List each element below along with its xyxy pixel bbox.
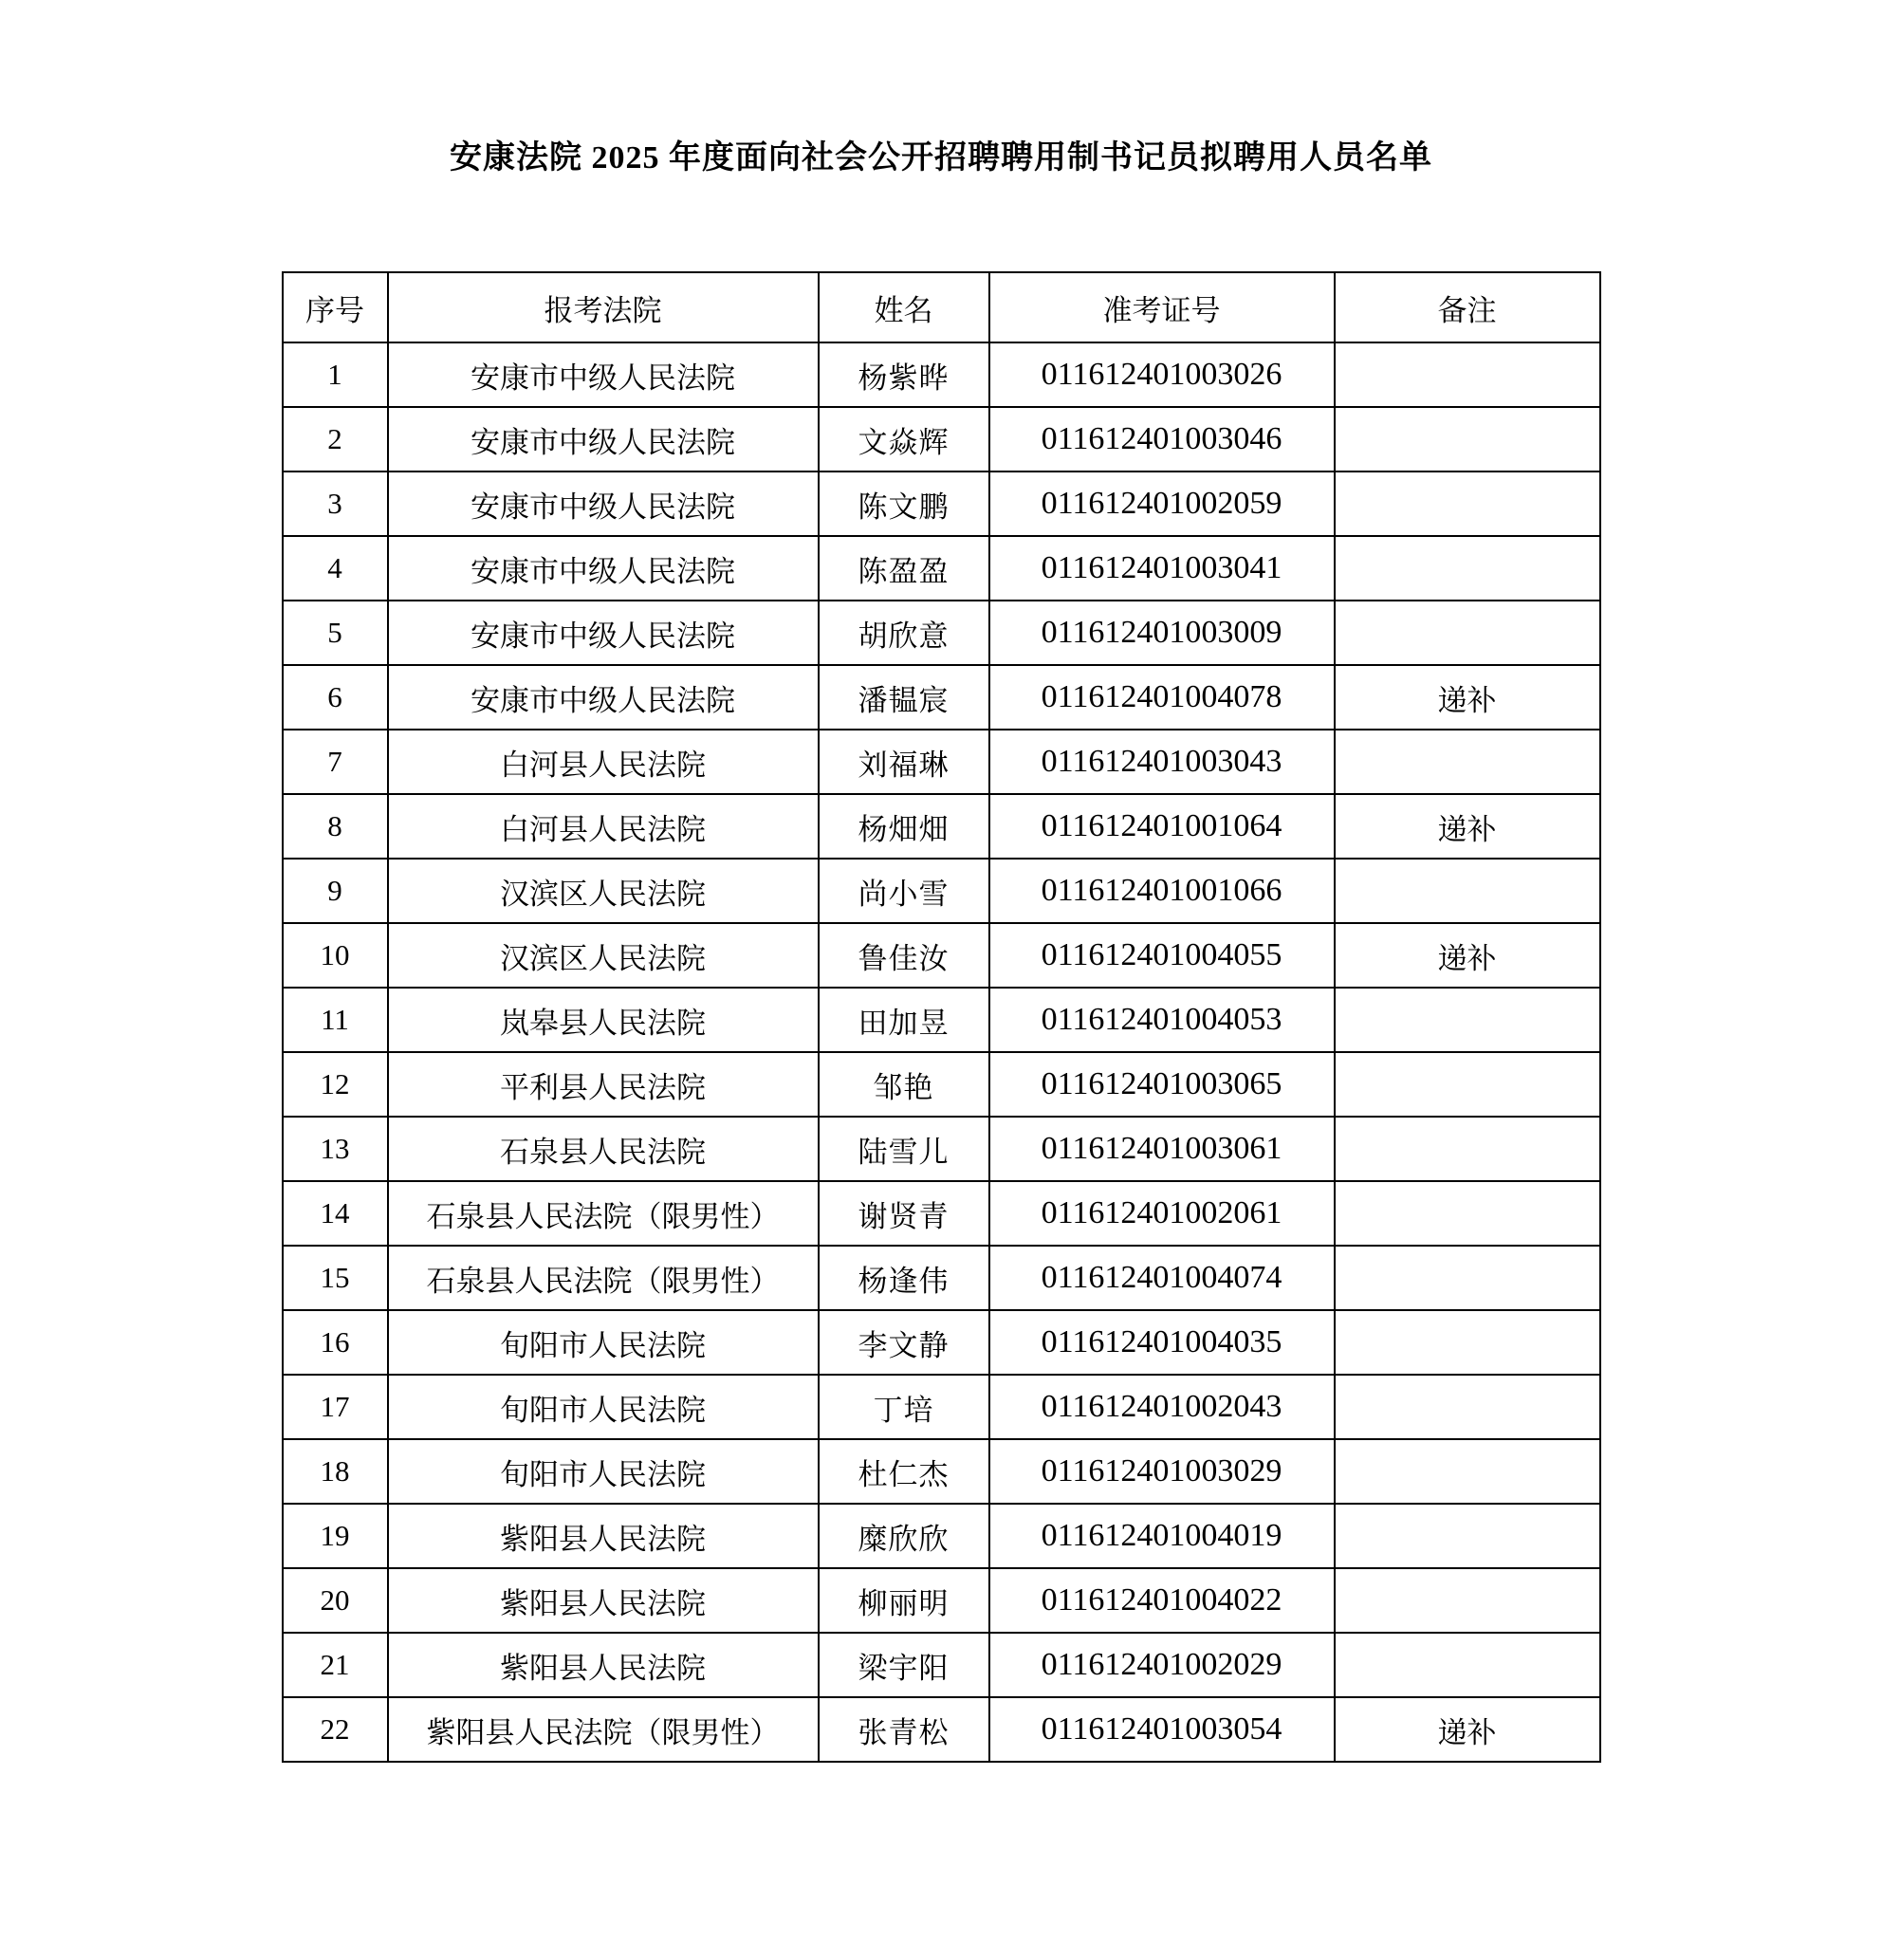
cell-ticket: 011612401004078 xyxy=(989,665,1335,730)
table-row xyxy=(283,601,1600,665)
table-row xyxy=(283,536,1600,601)
table-row xyxy=(283,794,1600,859)
cell-seq: 17 xyxy=(283,1375,388,1439)
cell-remark: 递补 xyxy=(1335,1697,1600,1762)
cell-seq: 8 xyxy=(283,794,388,859)
cell-name: 糜欣欣 xyxy=(819,1504,989,1568)
cell-court: 汉滨区人民法院 xyxy=(388,859,819,923)
cell-remark xyxy=(1335,342,1600,407)
cell-remark xyxy=(1335,988,1600,1052)
cell-ticket: 011612401003041 xyxy=(989,536,1335,601)
cell-remark: 递补 xyxy=(1335,794,1600,859)
table-row xyxy=(283,923,1600,988)
cell-remark xyxy=(1335,1246,1600,1310)
cell-seq: 13 xyxy=(283,1117,388,1181)
cell-name: 胡欣意 xyxy=(819,601,989,665)
cell-seq: 18 xyxy=(283,1439,388,1504)
cell-seq: 11 xyxy=(283,988,388,1052)
table-row xyxy=(283,730,1600,794)
cell-court: 白河县人民法院 xyxy=(388,730,819,794)
cell-court: 安康市中级人民法院 xyxy=(388,601,819,665)
cell-seq: 6 xyxy=(283,665,388,730)
cell-remark xyxy=(1335,407,1600,472)
cell-court: 旬阳市人民法院 xyxy=(388,1439,819,1504)
cell-name: 杨逢伟 xyxy=(819,1246,989,1310)
cell-court: 安康市中级人民法院 xyxy=(388,407,819,472)
cell-ticket: 011612401003065 xyxy=(989,1052,1335,1117)
table-header xyxy=(283,272,1600,342)
cell-remark: 递补 xyxy=(1335,923,1600,988)
cell-ticket: 011612401001066 xyxy=(989,859,1335,923)
cell-ticket: 011612401004055 xyxy=(989,923,1335,988)
cell-remark xyxy=(1335,1633,1600,1697)
table-row xyxy=(283,1117,1600,1181)
cell-ticket: 011612401003029 xyxy=(989,1439,1335,1504)
cell-name: 尚小雪 xyxy=(819,859,989,923)
cell-name: 杨畑畑 xyxy=(819,794,989,859)
cell-seq: 2 xyxy=(283,407,388,472)
table-row xyxy=(283,1375,1600,1439)
cell-remark xyxy=(1335,730,1600,794)
cell-ticket: 011612401001064 xyxy=(989,794,1335,859)
cell-seq: 4 xyxy=(283,536,388,601)
cell-seq: 16 xyxy=(283,1310,388,1375)
cell-seq: 19 xyxy=(283,1504,388,1568)
cell-ticket: 011612401003054 xyxy=(989,1697,1335,1762)
cell-ticket: 011612401003061 xyxy=(989,1117,1335,1181)
cell-court: 旬阳市人民法院 xyxy=(388,1310,819,1375)
cell-seq: 22 xyxy=(283,1697,388,1762)
table-body xyxy=(283,342,1600,1762)
cell-name: 谢贤青 xyxy=(819,1181,989,1246)
header-remark: 备注 xyxy=(1335,272,1600,342)
cell-name: 邹艳 xyxy=(819,1052,989,1117)
cell-name: 柳丽明 xyxy=(819,1568,989,1633)
cell-court: 石泉县人民法院 xyxy=(388,1117,819,1181)
cell-court: 紫阳县人民法院 xyxy=(388,1504,819,1568)
cell-remark xyxy=(1335,1310,1600,1375)
cell-name: 杜仁杰 xyxy=(819,1439,989,1504)
cell-seq: 1 xyxy=(283,342,388,407)
cell-remark xyxy=(1335,1504,1600,1568)
table-row xyxy=(283,1697,1600,1762)
roster-table xyxy=(282,271,1601,1763)
cell-remark xyxy=(1335,536,1600,601)
cell-court: 平利县人民法院 xyxy=(388,1052,819,1117)
cell-seq: 15 xyxy=(283,1246,388,1310)
cell-remark xyxy=(1335,1439,1600,1504)
cell-ticket: 011612401002061 xyxy=(989,1181,1335,1246)
cell-court: 白河县人民法院 xyxy=(388,794,819,859)
table-row xyxy=(283,342,1600,407)
cell-remark xyxy=(1335,472,1600,536)
cell-name: 丁培 xyxy=(819,1375,989,1439)
cell-court: 安康市中级人民法院 xyxy=(388,665,819,730)
table-row xyxy=(283,1310,1600,1375)
cell-name: 刘福琳 xyxy=(819,730,989,794)
cell-remark xyxy=(1335,1181,1600,1246)
cell-name: 鲁佳汝 xyxy=(819,923,989,988)
table-row xyxy=(283,1439,1600,1504)
cell-name: 文焱辉 xyxy=(819,407,989,472)
cell-name: 李文静 xyxy=(819,1310,989,1375)
cell-ticket: 011612401002029 xyxy=(989,1633,1335,1697)
cell-remark xyxy=(1335,859,1600,923)
cell-name: 陈盈盈 xyxy=(819,536,989,601)
cell-court: 安康市中级人民法院 xyxy=(388,536,819,601)
cell-seq: 7 xyxy=(283,730,388,794)
cell-seq: 12 xyxy=(283,1052,388,1117)
cell-court: 石泉县人民法院（限男性） xyxy=(388,1246,819,1310)
header-seq: 序号 xyxy=(283,272,388,342)
cell-court: 紫阳县人民法院（限男性） xyxy=(388,1697,819,1762)
table-row xyxy=(283,859,1600,923)
header-name: 姓名 xyxy=(819,272,989,342)
cell-seq: 5 xyxy=(283,601,388,665)
cell-name: 梁宇阳 xyxy=(819,1633,989,1697)
cell-court: 岚皋县人民法院 xyxy=(388,988,819,1052)
cell-ticket: 011612401003009 xyxy=(989,601,1335,665)
cell-seq: 10 xyxy=(283,923,388,988)
cell-ticket: 011612401004035 xyxy=(989,1310,1335,1375)
cell-remark xyxy=(1335,1375,1600,1439)
table-row xyxy=(283,665,1600,730)
cell-court: 石泉县人民法院（限男性） xyxy=(388,1181,819,1246)
table-row xyxy=(283,988,1600,1052)
cell-remark: 递补 xyxy=(1335,665,1600,730)
cell-name: 潘韫宸 xyxy=(819,665,989,730)
cell-ticket: 011612401004019 xyxy=(989,1504,1335,1568)
cell-ticket: 011612401003026 xyxy=(989,342,1335,407)
cell-seq: 21 xyxy=(283,1633,388,1697)
cell-remark xyxy=(1335,601,1600,665)
table-row xyxy=(283,1568,1600,1633)
cell-name: 田加昱 xyxy=(819,988,989,1052)
cell-ticket: 011612401004022 xyxy=(989,1568,1335,1633)
cell-ticket: 011612401004074 xyxy=(989,1246,1335,1310)
header-court: 报考法院 xyxy=(388,272,819,342)
cell-court: 汉滨区人民法院 xyxy=(388,923,819,988)
cell-name: 张青松 xyxy=(819,1697,989,1762)
cell-court: 旬阳市人民法院 xyxy=(388,1375,819,1439)
cell-court: 紫阳县人民法院 xyxy=(388,1568,819,1633)
cell-ticket: 011612401002043 xyxy=(989,1375,1335,1439)
cell-seq: 14 xyxy=(283,1181,388,1246)
cell-remark xyxy=(1335,1052,1600,1117)
table-row xyxy=(283,1246,1600,1310)
cell-seq: 3 xyxy=(283,472,388,536)
table-row xyxy=(283,1052,1600,1117)
cell-seq: 9 xyxy=(283,859,388,923)
table-row xyxy=(283,1504,1600,1568)
cell-ticket: 011612401003043 xyxy=(989,730,1335,794)
cell-name: 陈文鹏 xyxy=(819,472,989,536)
cell-ticket: 011612401002059 xyxy=(989,472,1335,536)
table-row xyxy=(283,1633,1600,1697)
cell-remark xyxy=(1335,1117,1600,1181)
cell-court: 安康市中级人民法院 xyxy=(388,472,819,536)
table-row xyxy=(283,472,1600,536)
cell-ticket: 011612401004053 xyxy=(989,988,1335,1052)
cell-name: 陆雪儿 xyxy=(819,1117,989,1181)
cell-remark xyxy=(1335,1568,1600,1633)
cell-court: 安康市中级人民法院 xyxy=(388,342,819,407)
table-row xyxy=(283,407,1600,472)
header-ticket: 准考证号 xyxy=(989,272,1335,342)
cell-court: 紫阳县人民法院 xyxy=(388,1633,819,1697)
cell-seq: 20 xyxy=(283,1568,388,1633)
cell-ticket: 011612401003046 xyxy=(989,407,1335,472)
table-row xyxy=(283,1181,1600,1246)
cell-name: 杨紫晔 xyxy=(819,342,989,407)
header-row xyxy=(283,272,1600,342)
page-title: 安康法院 2025 年度面向社会公开招聘聘用制书记员拟聘用人员名单 xyxy=(450,140,1432,176)
